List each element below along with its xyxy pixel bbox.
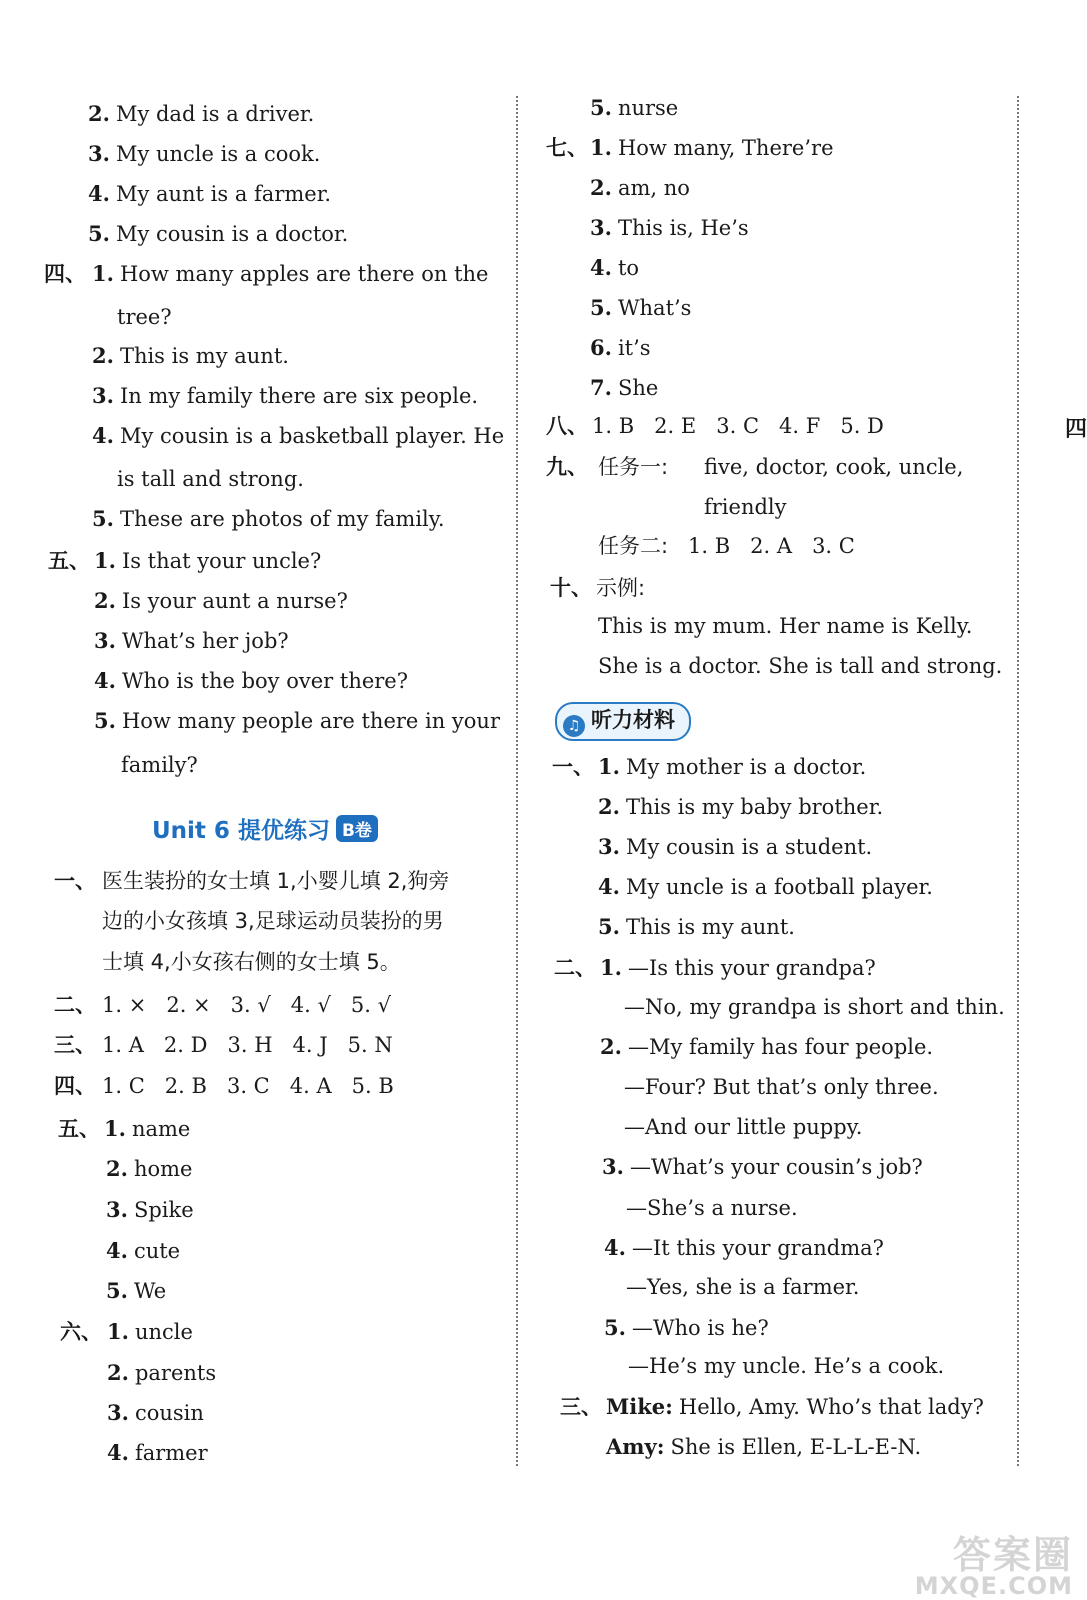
dialogue-line: 4. —It this your grandma? (604, 1235, 884, 1260)
watermark-url: MXQE.COM (914, 1572, 1073, 1600)
answer-line: 3. What’s her job? (94, 628, 289, 653)
section-label: 六、 (60, 1320, 102, 1344)
answer-line: 6. it’s (590, 335, 651, 360)
unit-title: Unit 6 提优练习 (152, 818, 330, 844)
section-label: 三、 (54, 1033, 96, 1057)
section-label: 九、 (546, 455, 588, 479)
dialogue-line: —No, my grandpa is short and thin. (624, 995, 1005, 1019)
answer-line: 1. B 2. E 3. C 4. F 5. D (592, 414, 884, 438)
dialogue-line: Mike: Hello, Amy. Who’s that lady? (606, 1394, 984, 1419)
answer-line: 3. In my family there are six people. (92, 383, 479, 408)
answer-line: 2. home (106, 1156, 193, 1181)
answer-line: 3. Spike (106, 1197, 194, 1222)
answer-line: 1. name (104, 1116, 191, 1141)
headphones-icon: ♫ (563, 715, 585, 737)
answer-line: 3. cousin (107, 1400, 204, 1425)
column-divider (1017, 96, 1019, 1466)
watermark-logo: 答案圈 (952, 1533, 1073, 1577)
answer-line: 4. farmer (107, 1440, 208, 1465)
answer-line: 7. She (590, 375, 659, 400)
answer-line: 1. × 2. × 3. √ 4. √ 5. √ (102, 993, 391, 1017)
watermark (914, 1533, 1073, 1600)
answer-line: She is a doctor. She is tall and strong. (598, 654, 1003, 678)
dialogue-line: —And our little puppy. (624, 1115, 863, 1139)
listening-title: 听力材料 (591, 708, 675, 732)
dialogue-line: 1. —Is this your grandpa? (600, 955, 876, 980)
answer-line: 1. Is that your uncle? (94, 548, 322, 573)
section-label: 八、 (546, 414, 588, 438)
answer-line: 1. How many, There’re (590, 135, 834, 160)
dialogue-line: —Yes, she is a farmer. (626, 1275, 860, 1299)
section-label: 五、 (58, 1117, 100, 1141)
answer-line: 4. My cousin is a basketball player. He (92, 423, 505, 448)
dialogue-line: —He’s my uncle. He’s a cook. (628, 1354, 945, 1378)
answer-line: friendly (704, 495, 787, 519)
answer-line: 1. B 2. A 3. C (688, 534, 855, 558)
answer-line: 1. uncle (107, 1319, 193, 1344)
section-label: 七、 (546, 136, 588, 160)
example-label: 示例: (596, 576, 646, 600)
answer-line: 5. My cousin is a doctor. (88, 221, 349, 246)
answer-line: 边的小女孩填 3,足球运动员装扮的男 (102, 909, 444, 933)
listening-heading (555, 702, 691, 741)
answer-line: 3. My uncle is a cook. (88, 141, 321, 166)
answer-line: 2. My dad is a driver. (88, 101, 315, 126)
unit-badge: B卷 (336, 815, 378, 842)
answer-line: 1. A 2. D 3. H 4. J 5. N (102, 1033, 393, 1057)
answer-line: 1. My mother is a doctor. (598, 754, 867, 779)
answer-line: 医生装扮的女士填 1,小婴儿填 2,狗旁 (102, 869, 450, 893)
answer-line: five, doctor, cook, uncle, (704, 455, 964, 479)
edge-section-mark: 四 (1065, 417, 1087, 442)
dialogue-line: 2. —My family has four people. (600, 1034, 934, 1059)
section-label: 二、 (554, 956, 596, 980)
answer-line: 5. These are photos of my family. (92, 506, 445, 531)
answer-line: 5. We (106, 1278, 167, 1303)
answer-line: 3. My cousin is a student. (598, 834, 873, 859)
answer-line: 1. How many apples are there on the (92, 261, 489, 286)
task-label: 任务二: (598, 534, 669, 558)
answer-line: 2. Is your aunt a nurse? (94, 588, 348, 613)
dialogue-line: Amy: She is Ellen, E-L-L-E-N. (606, 1434, 922, 1459)
answer-line: 4. My uncle is a football player. (598, 874, 933, 899)
section-label: 四、 (54, 1074, 96, 1098)
answer-line: 4. Who is the boy over there? (94, 668, 408, 693)
answer-line: 2. am, no (590, 175, 690, 200)
answer-line: 4. cute (106, 1238, 181, 1263)
dialogue-line: 3. —What’s your cousin’s job? (602, 1154, 923, 1179)
dialogue-line: —Four? But that’s only three. (624, 1075, 939, 1099)
answer-line: tree? (117, 305, 172, 329)
unit-heading (152, 812, 378, 845)
answer-line: 2. This is my aunt. (92, 343, 289, 368)
section-label: 五、 (48, 549, 90, 573)
answer-line: This is my mum. Her name is Kelly. (598, 614, 973, 638)
task-label: 任务一: (598, 455, 669, 479)
answer-line: 5. What’s (590, 295, 692, 320)
answer-line: 4. My aunt is a farmer. (88, 181, 332, 206)
section-label: 三、 (560, 1395, 602, 1419)
section-label: 四、 (44, 262, 86, 286)
answer-line: 士填 4,小女孩右侧的女士填 5。 (102, 950, 401, 974)
answer-line: 2. This is my baby brother. (598, 794, 884, 819)
answer-line: family? (121, 753, 198, 777)
answer-line: 5. How many people are there in your (94, 708, 500, 733)
answer-line: 5. This is my aunt. (598, 914, 795, 939)
section-label: 二、 (54, 993, 96, 1017)
answer-line: 2. parents (107, 1360, 217, 1385)
section-label: 十、 (550, 576, 592, 600)
section-label: 一、 (54, 869, 96, 893)
answer-line: is tall and strong. (117, 467, 304, 491)
section-label: 一、 (552, 755, 594, 779)
answer-line: 5. nurse (590, 95, 679, 120)
dialogue-line: —She’s a nurse. (626, 1196, 798, 1220)
answer-line: 3. This is, He’s (590, 215, 749, 240)
answer-line: 4. to (590, 255, 640, 280)
column-divider (516, 96, 518, 1466)
answer-line: 1. C 2. B 3. C 4. A 5. B (102, 1074, 394, 1098)
dialogue-line: 5. —Who is he? (604, 1315, 769, 1340)
